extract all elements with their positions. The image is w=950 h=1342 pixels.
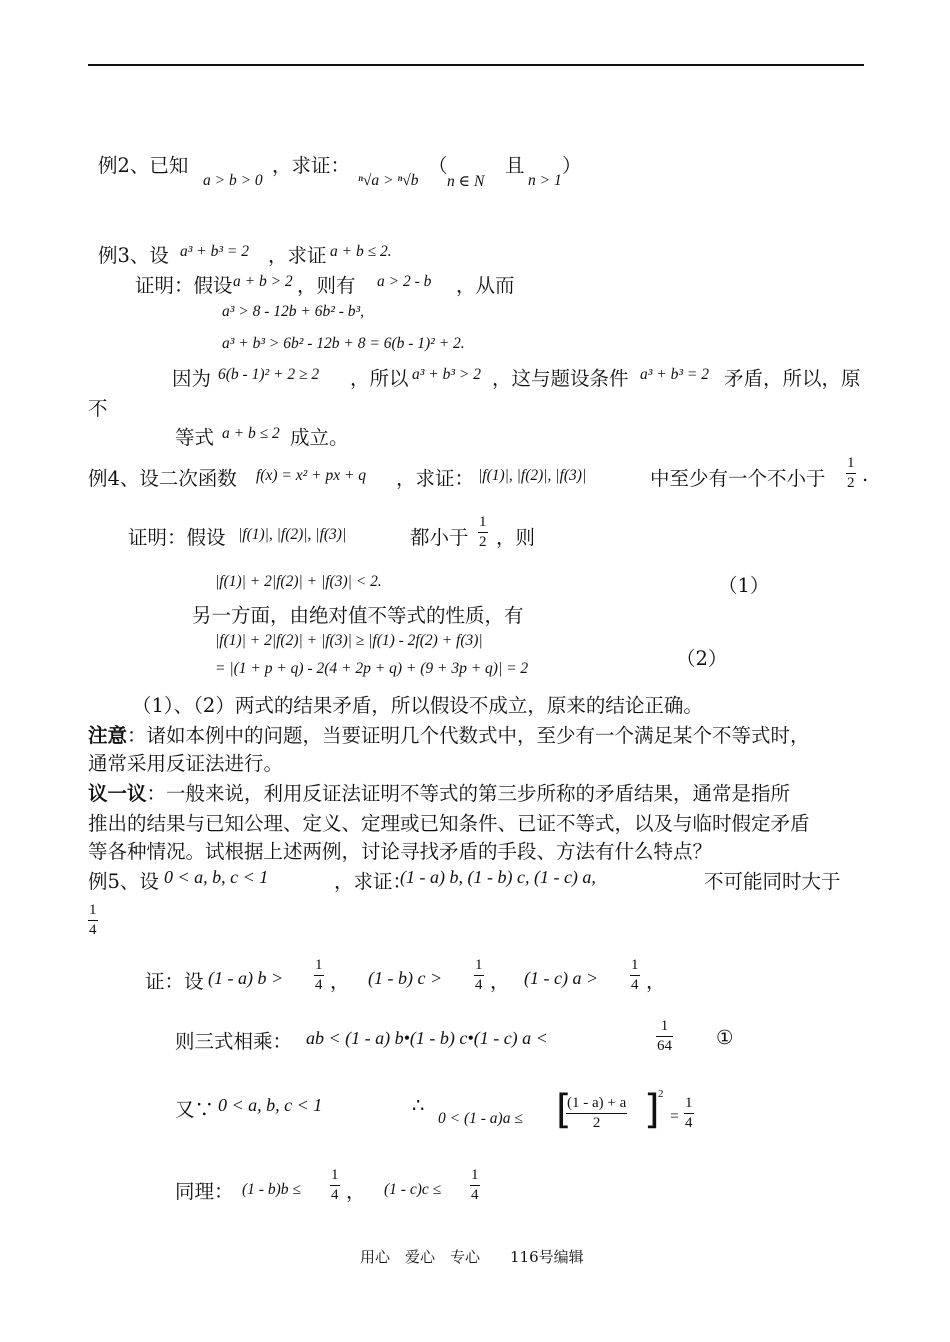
ex3-assume: a + b > 2 <box>233 273 293 290</box>
ex5-square: 2 <box>658 1088 664 1100</box>
ex5-again-expr: 0 < a, b, c < 1 <box>218 1095 323 1115</box>
ex3-line1: a³ > 8 - 12b + 6b² - b³, <box>222 303 365 320</box>
ex2-label: 例2、已知 <box>98 154 189 177</box>
ex4-half-num-2: 1 <box>479 514 487 530</box>
ex5-p1: (1 - a) b > <box>208 968 284 988</box>
ex5-mult-expr: ab < (1 - a) b•(1 - b) c•(1 - c) a < <box>306 1028 548 1048</box>
ex5-p3-num: 1 <box>631 957 639 973</box>
ex3-concl-pre: 等式 <box>175 426 215 449</box>
ex5-comma2: ， <box>490 970 510 993</box>
ex3-then-expr: a > 2 - b <box>377 273 432 290</box>
ex5-ineq-den: 2 <box>566 1113 627 1131</box>
ex5-ineq-num: (1 - a) + a <box>567 1095 627 1111</box>
ex5-claim: 不可能同时大于 <box>704 870 841 893</box>
ex4-half-den: 2 <box>847 475 855 491</box>
ex3-goal: a + b ≤ 2. <box>330 243 392 260</box>
ex5-circle1: ① <box>716 1026 734 1049</box>
ex3-proof-start: 证明：假设 <box>135 274 233 297</box>
ex4-other: 另一方面，由绝对值不等式的性质，有 <box>192 604 524 627</box>
ex3-thus: ，从而 <box>456 274 515 297</box>
ex5-eq: = <box>670 1108 679 1125</box>
ex5-p1-den: 4 <box>315 977 323 993</box>
ex5-quarter-num: 1 <box>89 902 97 918</box>
ex4-proof-start: 证明：假设 <box>128 526 226 549</box>
ex3-because-expr: 6(b - 1)² + 2 ≥ 2 <box>218 366 320 383</box>
ex3-because: 因为 <box>172 367 212 390</box>
ex5-same2-fraction <box>470 1168 480 1203</box>
ex3-condition: a³ + b³ = 2 <box>180 243 249 260</box>
ex4-half-den-2: 2 <box>479 534 487 550</box>
ex5-p2-fraction <box>474 958 484 993</box>
ex3-cond-expr: a³ + b³ = 2 <box>640 366 709 383</box>
ex5-result-num: 1 <box>685 1095 693 1111</box>
ex5-same1: (1 - b)b ≤ <box>242 1181 301 1198</box>
note-text2: 通常采用反证法进行。 <box>88 752 284 775</box>
ex5-p3-fraction <box>630 958 640 993</box>
ex5-result-den: 4 <box>685 1115 693 1131</box>
discuss-label: 议一议 <box>88 782 147 805</box>
ex5-comma1: ， <box>330 970 350 993</box>
ex5-p2-den: 4 <box>475 977 483 993</box>
ex2-paren-open: （ <box>428 154 448 177</box>
ex5-same1-num: 1 <box>331 1167 339 1183</box>
discuss-text2: 推出的结果与已知公理、定义、定理或已知条件、已证不等式，以及与临时假定矛盾 <box>88 812 810 835</box>
ex5-p3-den: 4 <box>631 977 639 993</box>
discuss-text3: 等各种情况。试根据上述两例，讨论寻找矛盾的手段、方法有什么特点？ <box>88 840 713 863</box>
ex5-ineq-fraction <box>566 1096 627 1131</box>
ex5-same1-fraction <box>330 1168 340 1203</box>
ex2-condition: a > b > 0 <box>203 172 263 189</box>
ex3-concl-post: 成立。 <box>290 426 349 449</box>
ex5-same2-num: 1 <box>471 1167 479 1183</box>
ex5-exprs: (1 - a) b, (1 - b) c, (1 - c) a, <box>400 867 596 887</box>
ex2-n-in-N: n ∈ N <box>447 173 485 190</box>
ex2-prove: ，求证： <box>272 154 351 177</box>
ex5-result-fraction <box>684 1096 694 1131</box>
ex2-n-gt-1: n > 1 <box>528 172 562 189</box>
ex4-claim: 中至少有一个不小于 <box>650 467 826 490</box>
discuss-line1 <box>88 778 790 806</box>
ex3-contradict2: 矛盾，所以，原 <box>724 367 861 390</box>
ex4-eq1-tag: （1） <box>718 574 770 597</box>
discuss-text1: ：一般来说，利用反证法证明不等式的第三步所称的矛盾结果，通常是指所 <box>146 782 791 805</box>
ex5-p2-num: 1 <box>475 957 483 973</box>
ex4-eq2b: = |(1 + p + q) - 2(4 + 2p + q) + (9 + 3p + q)| = 2 <box>215 660 529 677</box>
ex3-label: 例3、设 <box>98 244 169 267</box>
page-footer: 用心 爱心 专心 116号编辑 <box>360 1248 584 1266</box>
ex5-ineq-pre: 0 < (1 - a)a ≤ <box>438 1110 523 1127</box>
ex3-wrap: 不 <box>88 397 108 420</box>
ex5-same2-den: 4 <box>471 1187 479 1203</box>
ex2-paren-close: ） <box>562 154 582 177</box>
ex3-so: ，所以 <box>350 367 409 390</box>
header-rule <box>88 64 864 66</box>
ex5-proof-start: 证：设 <box>145 970 204 993</box>
ex5-again: 又∵ <box>175 1098 215 1121</box>
ex4-all-less: 都小于 <box>410 526 469 549</box>
ex2-inequality: ⁿ√a > ⁿ√b <box>358 172 419 189</box>
ex4-period: . <box>862 463 869 486</box>
note-text1: ：诸如本例中的问题，当要证明几个代数式中，至少有一个满足某个不等式时， <box>127 724 810 747</box>
ex4-eq2-tag: （2） <box>676 647 728 670</box>
ex5-same1-den: 4 <box>331 1187 339 1203</box>
ex4-abs-list2: |f(1)|, |f(2)|, |f(3)| <box>238 526 347 543</box>
ex5-therefore: ∴ <box>412 1094 425 1117</box>
ex5-comma4: ， <box>346 1180 366 1203</box>
ex5-right-bracket: ] <box>644 1087 660 1133</box>
ex4-eq1: |f(1)| + 2|f(2)| + |f(3)| < 2. <box>215 573 382 590</box>
ex3-then: ，则有 <box>297 274 356 297</box>
ex4-eq2a: |f(1)| + 2|f(2)| + |f(3)| ≥ |f(1) - 2f(2) + f(3)| <box>215 632 483 649</box>
ex3-line2: a³ + b³ > 6b² - 12b + 8 = 6(b - 1)² + 2. <box>222 335 465 352</box>
ex5-same: 同理： <box>175 1180 234 1203</box>
ex5-p1-fraction <box>314 958 324 993</box>
ex4-label: 例4、设二次函数 <box>88 467 237 490</box>
ex4-function: f(x) = x² + px + q <box>256 467 367 484</box>
ex3-contradict: ，这与题设条件 <box>492 367 629 390</box>
ex2-and: 且 <box>505 154 525 177</box>
ex3-so-expr: a³ + b³ > 2 <box>412 366 481 383</box>
ex4-conclusion: （1）、（2）两式的结果矛盾，所以假设不成立，原来的结论正确。 <box>132 694 703 717</box>
ex5-comma3: ， <box>646 970 666 993</box>
ex4-abs-list: |f(1)|, |f(2)|, |f(3)| <box>478 467 587 484</box>
ex4-half-num: 1 <box>847 455 855 471</box>
ex4-then: ，则 <box>496 526 536 549</box>
ex5-same2: (1 - c)c ≤ <box>384 1181 442 1198</box>
ex5-quarter-den: 4 <box>89 922 97 938</box>
ex5-condition: 0 < a, b, c < 1 <box>164 867 269 887</box>
ex5-mult-fraction <box>656 1019 673 1054</box>
note-label: 注意 <box>88 724 128 747</box>
ex5-mult-label: 则三式相乘： <box>175 1030 293 1053</box>
ex5-p3: (1 - c) a > <box>524 968 599 988</box>
ex4-prove: ，求证： <box>396 467 475 490</box>
ex5-mult-num: 1 <box>660 1018 669 1034</box>
note-line1 <box>88 720 810 748</box>
ex5-prove: ，求证： <box>334 870 413 893</box>
ex4-half-fraction-2 <box>478 515 488 550</box>
ex5-label: 例5、设 <box>88 870 159 893</box>
ex3-concl-expr: a + b ≤ 2 <box>222 425 280 442</box>
ex5-mult-den: 64 <box>657 1038 672 1054</box>
ex5-p1-num: 1 <box>315 957 323 973</box>
ex4-half-fraction <box>846 456 856 491</box>
ex5-quarter-fraction <box>88 903 98 938</box>
ex5-p2: (1 - b) c > <box>368 968 443 988</box>
ex3-prove: ，求证 <box>268 244 327 267</box>
ex5-left-bracket: [ <box>556 1087 572 1133</box>
